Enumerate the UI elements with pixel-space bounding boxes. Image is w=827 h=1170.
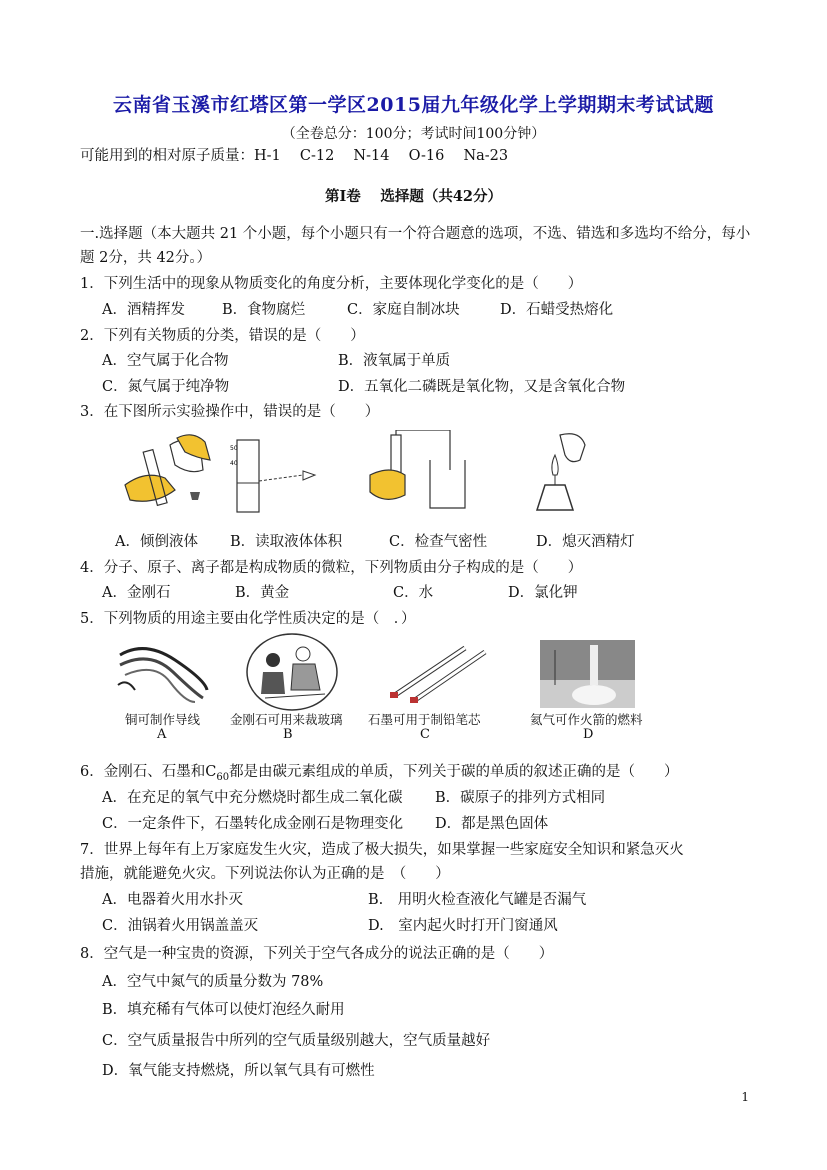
q5-caption-b: 金刚石可用来裁玻璃 (230, 712, 343, 727)
q2-option-d: D．五氧化二磷既是氧化物，又是含氧化合物 (338, 379, 626, 395)
svg-text:50: 50 (230, 445, 238, 452)
pencil-lead-figure (385, 640, 495, 705)
q7-option-c: C．油锅着火用锅盖盖灭 (102, 918, 259, 934)
section-title: 第Ⅰ卷 选择题（共42分） (324, 188, 502, 205)
q2-option-c: C．氮气属于纯净物 (102, 379, 230, 395)
pour-liquid-figure (115, 430, 215, 515)
q5-stem: 5．下列物质的用途主要由化学性质决定的是（ ．） (80, 611, 416, 627)
exam-subtitle: （全卷总分：100分；考试时间100分钟） (281, 126, 546, 142)
q5-label-a: A (157, 727, 167, 742)
q2-stem: 2．下列有关物质的分类，错误的是（ ） (80, 328, 365, 344)
read-volume-figure (225, 435, 325, 515)
q4-option-c: C．水 (393, 585, 434, 601)
q1-option-d: D．石蜡受热熔化 (500, 302, 614, 318)
exam-title: 云南省玉溪市红塔区第一学区2015届九年级化学上学期期末考试试题 (113, 94, 714, 116)
q6-option-d: D．都是黑色固体 (435, 816, 549, 832)
q3-option-c: C．检查气密性 (389, 534, 488, 550)
q1-option-b: B．食物腐烂 (222, 302, 306, 318)
q3-option-b: B．读取液体体积 (230, 534, 343, 550)
rocket-figure (540, 640, 635, 708)
extinguish-lamp-figure (525, 430, 605, 515)
q8-stem: 8．空气是一种宝贵的资源，下列关于空气各成分的说法正确的是（ ） (80, 946, 554, 962)
q5-label-c: C (420, 727, 430, 742)
q8-option-b: B．填充稀有气体可以使灯泡经久耐用 (102, 1002, 345, 1018)
intro-line-1: 一.选择题（本大题共 21 个小题，每个小题只有一个符合题意的选项，不选、错选和多选均不给分，每小 (80, 226, 751, 242)
q7-stem-1: 7．世界上每年有上万家庭发生火灾，造成了极大损失，如果掌握一些家庭安全知识和紧急灭火 (80, 842, 684, 858)
q4-stem: 4．分子、原子、离子都是构成物质的微粒，下列物质由分子构成的是（ ） (80, 560, 583, 576)
copper-wire-figure (115, 640, 210, 705)
q4-option-d: D．氯化钾 (508, 585, 578, 601)
intro-line-2: 题 2分，共 42分。） (80, 250, 212, 266)
q5-caption-d: 氦气可作火箭的燃料 (530, 712, 643, 727)
atomic-mass-note: 可能用到的相对原子质量：H-1 C-12 N-14 O-16 Na-23 (80, 148, 509, 164)
glass-cutting-figure (245, 632, 340, 712)
q4-option-a: A．金刚石 (102, 585, 171, 601)
q8-option-d: D．氧气能支持燃烧，所以氧气具有可燃性 (102, 1063, 375, 1079)
svg-text:40: 40 (230, 460, 238, 467)
airtightness-figure (365, 430, 475, 515)
q6-option-c: C．一定条件下，石墨转化成金刚石是物理变化 (102, 816, 404, 832)
q3-option-a: A．倾倒液体 (115, 534, 198, 550)
q3-stem: 3．在下图所示实验操作中，错误的是（ ） (80, 404, 380, 420)
page-number: 1 (741, 1090, 749, 1104)
q6-stem: 6．金刚石、石墨和$C_{60}$都是由碳元素组成的单质，下列关于碳的单质的叙述正确的是（ ） (80, 764, 679, 783)
q5-label-b: B (283, 727, 293, 742)
q7-stem-2: 措施，就能避免火灾。下列说法你认为正确的是 （ ） (80, 866, 450, 882)
q1-option-c: C．家庭自制冰块 (347, 302, 460, 318)
q5-caption-a: 铜可制作导线 (125, 712, 201, 727)
q5-label-d: D (583, 727, 594, 742)
q8-option-c: C．空气质量报告中所列的空气质量级别越大，空气质量越好 (102, 1033, 491, 1049)
q1-option-a: A．酒精挥发 (102, 302, 185, 318)
q6-option-b: B．碳原子的排列方式相同 (435, 790, 606, 806)
q7-option-a: A．电器着火用水扑灭 (102, 892, 243, 908)
q4-option-b: B．黄金 (235, 585, 290, 601)
q1-stem: 1．下列生活中的现象从物质变化的角度分析，主要体现化学变化的是（ ） (80, 276, 583, 292)
q3-option-d: D．熄灭酒精灯 (536, 534, 635, 550)
q2-option-b: B．液氧属于单质 (338, 353, 451, 369)
q5-caption-c: 石墨可用于制铅笔芯 (368, 712, 481, 727)
q7-option-d: D. 室内起火时打开门窗通风 (368, 918, 558, 934)
q6-option-a: A．在充足的氧气中充分燃烧时都生成二氧化碳 (102, 790, 403, 806)
q2-option-a: A．空气属于化合物 (102, 353, 229, 369)
q8-option-a: A．空气中氮气的质量分数为 78% (102, 974, 324, 990)
q7-option-b: B. 用明火检查液化气罐是否漏气 (368, 892, 587, 908)
